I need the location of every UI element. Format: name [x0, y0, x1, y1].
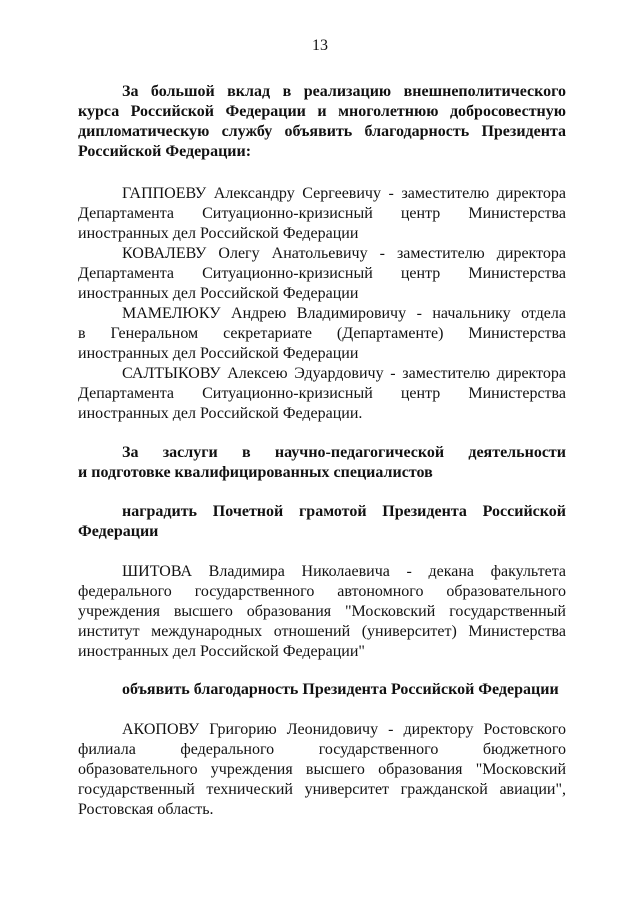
award-line: объявить благодарность Президента Российской Федерации [122, 681, 559, 698]
awardee-line: ШИТОВА Владимира Николаевича - декана факультета [122, 563, 566, 580]
awardee-line: Департамента Ситуационно-кризисный центр Министерства [78, 265, 566, 282]
awardee-line: образовательного учреждения высшего образования "Московский [78, 761, 566, 778]
awardee-line: филиала федерального государственного бюджетного [78, 741, 566, 758]
awardee-line: АКОПОВУ Григорию Леонидовичу - директору Ростовского [122, 721, 566, 738]
awardee-line: иностранных дел Российской Федерации [78, 285, 359, 302]
award2-recipient [78, 720, 566, 820]
heading-line: и подготовке квалифицированных специалистов [78, 464, 433, 481]
awardee-line: в Генеральном секретариате (Департаменте) Министерства [78, 325, 566, 342]
heading-line: Российской Федерации: [78, 143, 252, 160]
awardee-line: МАМЕЛЮКУ Андрею Владимировичу - начальнику отдела [122, 305, 566, 322]
awardee-line: Ростовская область. [78, 801, 214, 818]
awardee-line: САЛТЫКОВУ Алексею Эдуардовичу - заместителю директора [122, 365, 566, 382]
awardee-line: иностранных дел Российской Федерации" [78, 643, 365, 660]
heading-line: За заслуги в научно-педагогической деятельности [122, 444, 566, 461]
award2-heading [78, 680, 566, 700]
awardee-line: учреждения высшего образования "Московский государственный [78, 603, 566, 620]
award-line: наградить Почетной грамотой Президента Российской [122, 503, 566, 520]
awardee-line: Департамента Ситуационно-кризисный центр Министерства [78, 385, 566, 402]
section1-heading [78, 82, 566, 162]
award1-recipient [78, 562, 566, 662]
heading-line: курса Российской Федерации и многолетнюю добросовестную [78, 103, 566, 120]
award-line: Федерации [78, 523, 159, 540]
awardee-line: государственный технический университет гражданской авиации", [78, 781, 566, 798]
awardee-line: ГАППОЕВУ Александру Сергеевичу - заместителю директора [122, 185, 566, 202]
awardee-line: КОВАЛЕВУ Олегу Анатольевичу - заместителю директора [122, 245, 566, 262]
awardee-line: иностранных дел Российской Федерации. [78, 405, 363, 422]
section2-heading [78, 443, 566, 483]
awardee-line: иностранных дел Российской Федерации [78, 225, 359, 242]
awardee-line: Департамента Ситуационно-кризисный центр Министерства [78, 205, 566, 222]
awardee-line: институт международных отношений (университет) Министерства [78, 623, 566, 640]
heading-line: За большой вклад в реализацию внешнеполитического [122, 83, 566, 100]
page-number: 13 [312, 37, 328, 54]
heading-line: дипломатическую службу объявить благодарность Президента [78, 123, 566, 140]
award1-heading [78, 502, 566, 542]
section1-awardees [78, 184, 566, 424]
awardee-line: иностранных дел Российской Федерации [78, 345, 359, 362]
awardee-line: федерального государственного автономного образовательного [78, 583, 566, 600]
